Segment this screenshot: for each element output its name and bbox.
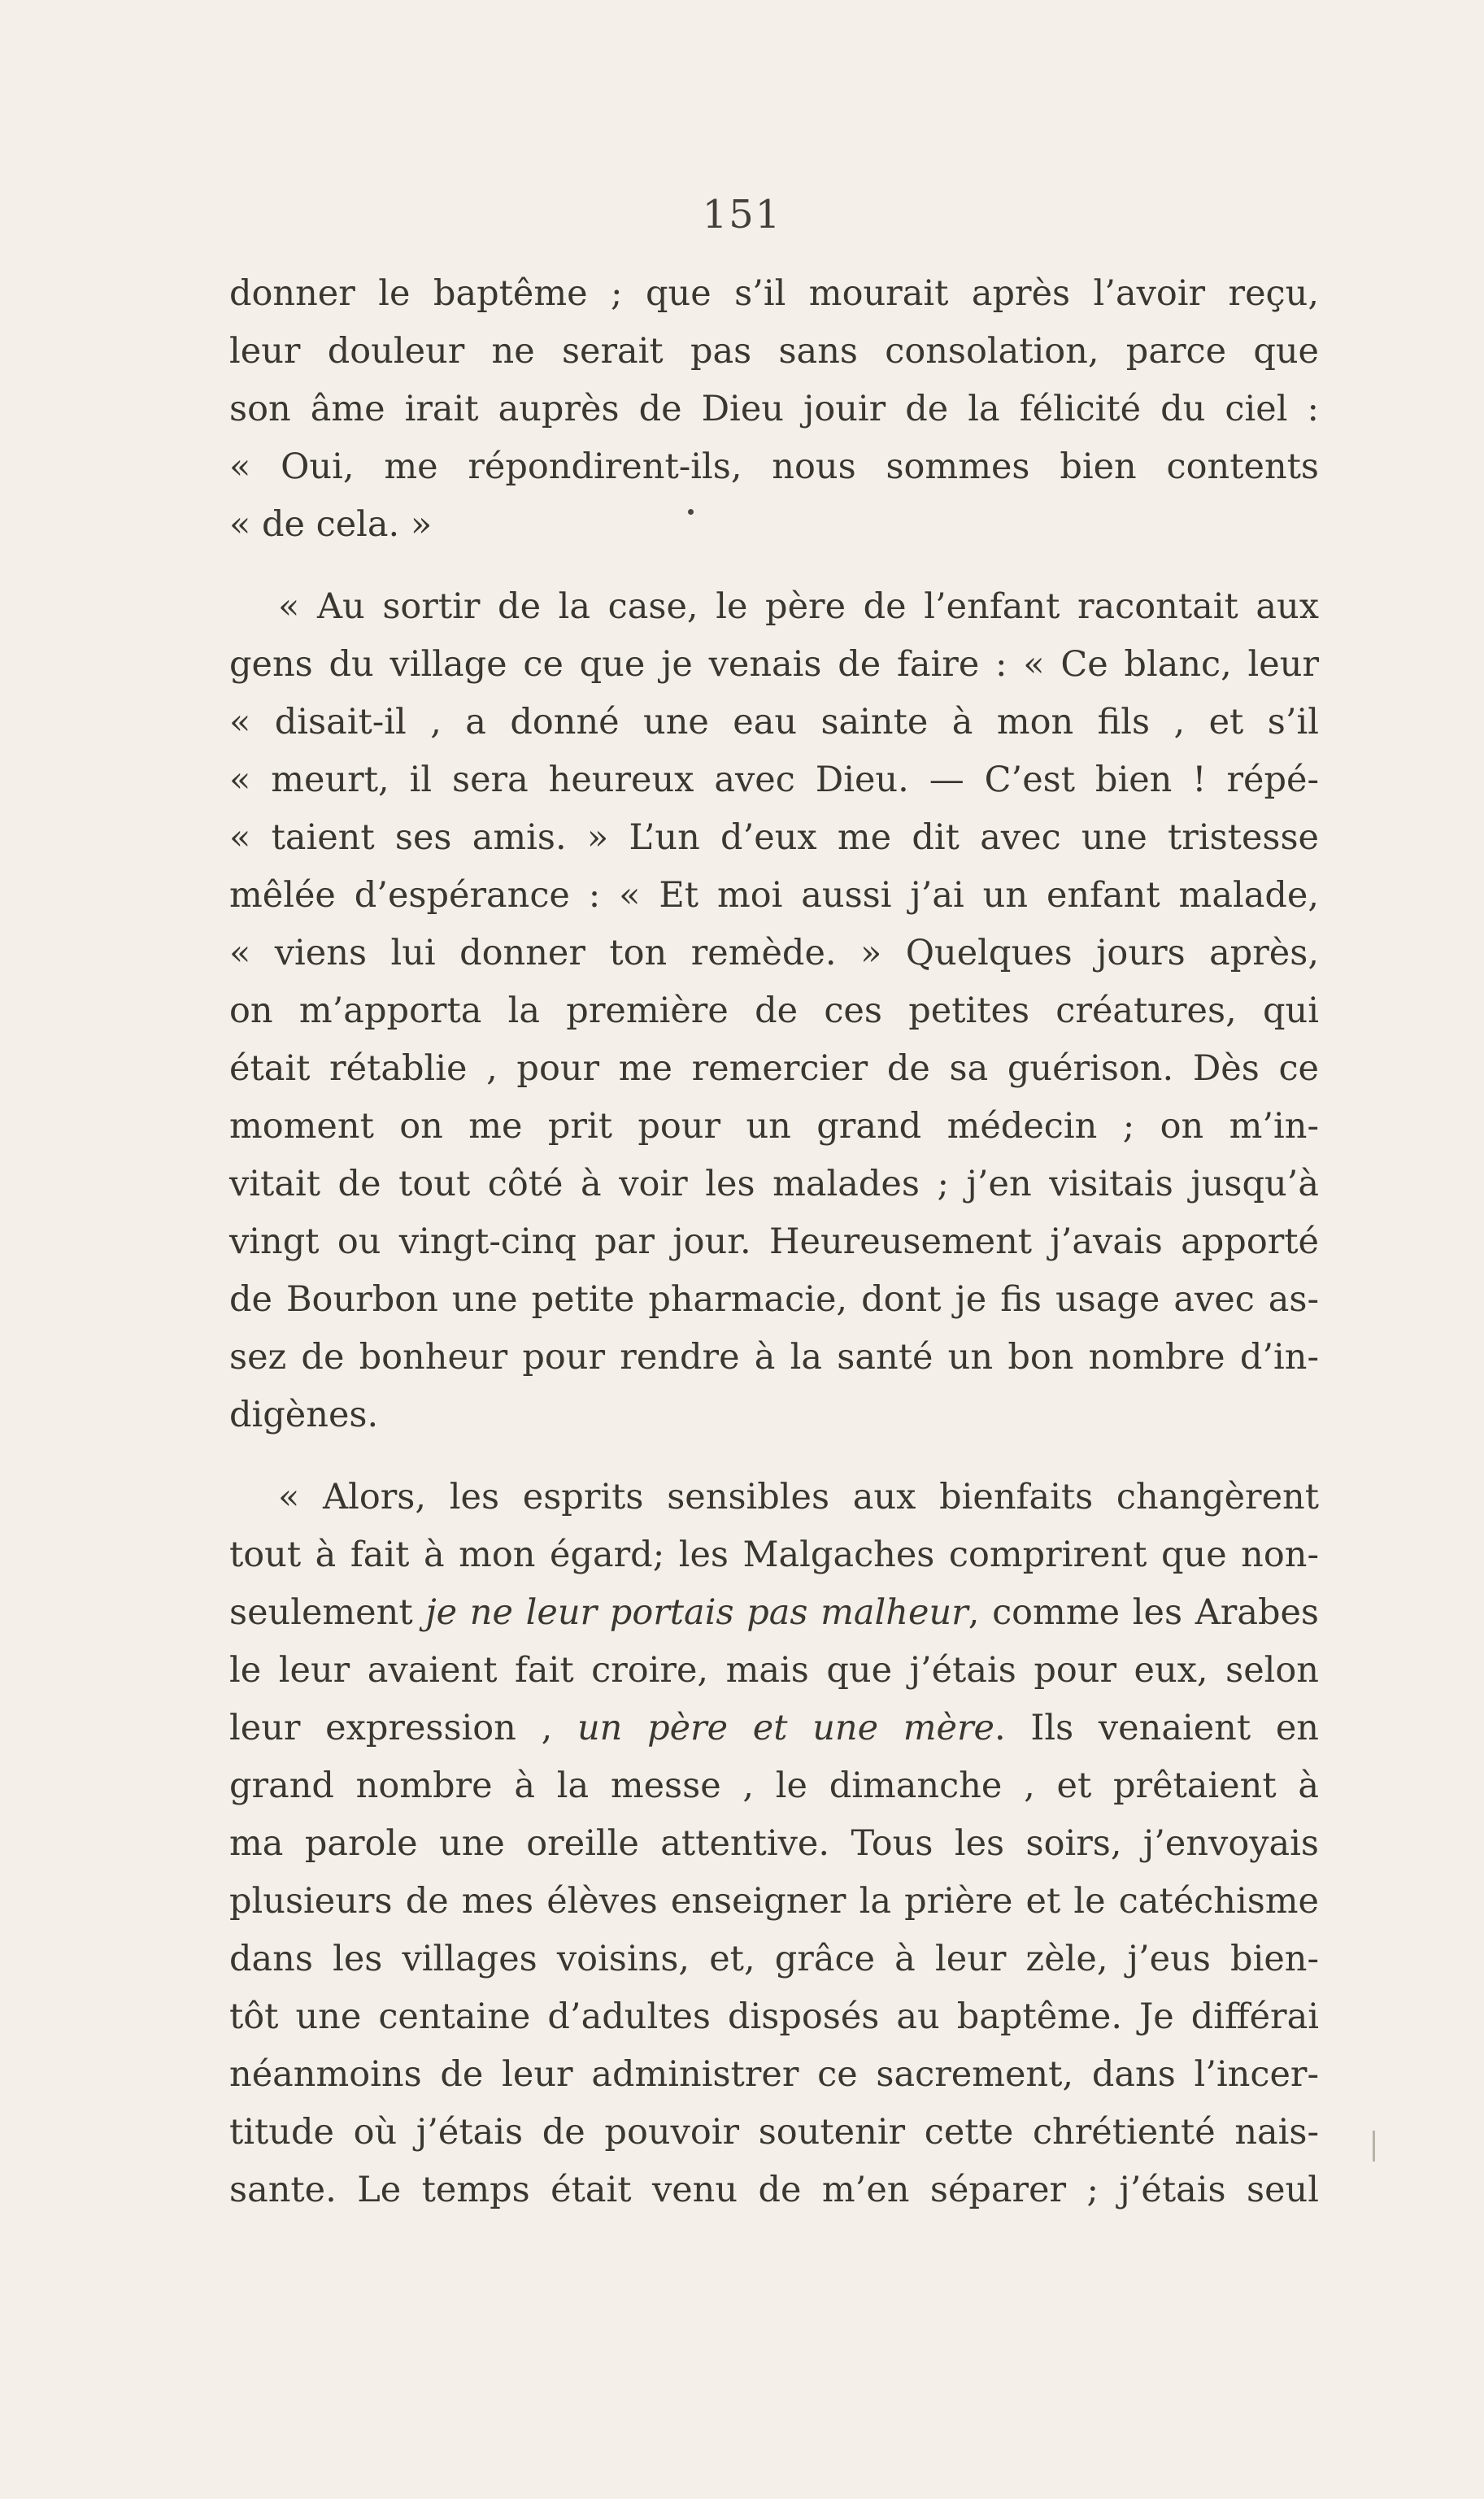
margin-mark xyxy=(1373,2131,1375,2162)
text-line: sante. Le temps était venu de m’en séparer ; j’étais seul xyxy=(229,2170,1319,2210)
paragraph-gap xyxy=(229,554,1319,578)
text-line: « Alors, les esprits sensibles aux bienfaits changèrent xyxy=(278,1477,1319,1517)
italic-phrase: un père et une mère xyxy=(577,1708,994,1748)
text-line: dans les villages voisins, et, grâce à leur zèle, j’eus bien- xyxy=(229,1939,1319,1979)
text-line: leur douleur ne serait pas sans consolation, parce que xyxy=(229,331,1319,372)
page-number: 151 xyxy=(702,192,782,237)
text-line: plusieurs de mes élèves enseigner la prière et le catéchisme xyxy=(229,1881,1319,1922)
text-line: « meurt, il sera heureux avec Dieu. — C’est bien ! répé- xyxy=(229,760,1319,800)
text-line: digènes. xyxy=(229,1395,379,1435)
text-line: « viens lui donner ton remède. » Quelques jours après, xyxy=(229,933,1319,973)
text-line: de Bourbon une petite pharmacie, dont je fis usage avec as- xyxy=(229,1279,1319,1320)
text-line: grand nombre à la messe , le dimanche , et prêtaient à xyxy=(229,1765,1319,1806)
text-line: son âme irait auprès de Dieu jouir de la félicité du ciel : xyxy=(229,389,1319,429)
text-line: titude où j’étais de pouvoir soutenir cette chrétienté nais- xyxy=(229,2112,1319,2153)
body-text xyxy=(229,265,1319,2219)
text-line: moment on me prit pour un grand médecin ; on m’in- xyxy=(229,1106,1319,1147)
text-line: vitait de tout côté à voir les malades ; j’en visitais jusqu’à xyxy=(229,1164,1319,1204)
text-line: tôt une centaine d’adultes disposés au baptême. Je différai xyxy=(229,1996,1319,2037)
text-line: « Au sortir de la case, le père de l’enfant racontait aux xyxy=(278,586,1319,627)
text-run: leur expression , xyxy=(229,1708,553,1748)
text-run: seulement xyxy=(229,1592,413,1633)
text-line: néanmoins de leur administrer ce sacrement, dans l’incer- xyxy=(229,2054,1319,2095)
text-line: mêlée d’espérance : « Et moi aussi j’ai un enfant malade, xyxy=(229,875,1319,916)
paragraph-gap xyxy=(229,1444,1319,1469)
text-line: sez de bonheur pour rendre à la santé un bon nombre d’in- xyxy=(229,1337,1319,1378)
text-line: « Oui, me répondirent-ils, nous sommes bien contents xyxy=(229,446,1319,487)
text-line: ma parole une oreille attentive. Tous les soirs, j’envoyais xyxy=(229,1823,1319,1864)
text-line: était rétablie , pour me remercier de sa guérison. Dès ce xyxy=(229,1048,1319,1089)
text-line: tout à fait à mon égard; les Malgaches comprirent que non- xyxy=(229,1535,1319,1575)
text-line xyxy=(229,1700,1319,1757)
text-line: donner le baptême ; que s’il mourait après l’avoir reçu, xyxy=(229,273,1319,314)
text-line: le leur avaient fait croire, mais que j’étais pour eux, selon xyxy=(229,1650,1319,1691)
text-line: « de cela. » xyxy=(229,504,433,545)
text-line: « disait-il , a donné une eau sainte à mon fils , et s’il xyxy=(229,702,1319,742)
text-run: . Ils venaient en xyxy=(994,1708,1319,1748)
text-line: gens du village ce que je venais de faire : « Ce blanc, leur xyxy=(229,644,1319,685)
text-line xyxy=(229,1584,1319,1642)
text-line: vingt ou vingt-cinq par jour. Heureusement j’avais apporté xyxy=(229,1221,1319,1262)
text-run: , comme les Arabes xyxy=(968,1592,1319,1633)
text-line: on m’apporta la première de ces petites créatures, qui xyxy=(229,990,1319,1031)
italic-phrase: je ne leur portais pas malheur xyxy=(425,1592,968,1633)
text-line: « taient ses amis. » L’un d’eux me dit avec une tristesse xyxy=(229,817,1319,858)
